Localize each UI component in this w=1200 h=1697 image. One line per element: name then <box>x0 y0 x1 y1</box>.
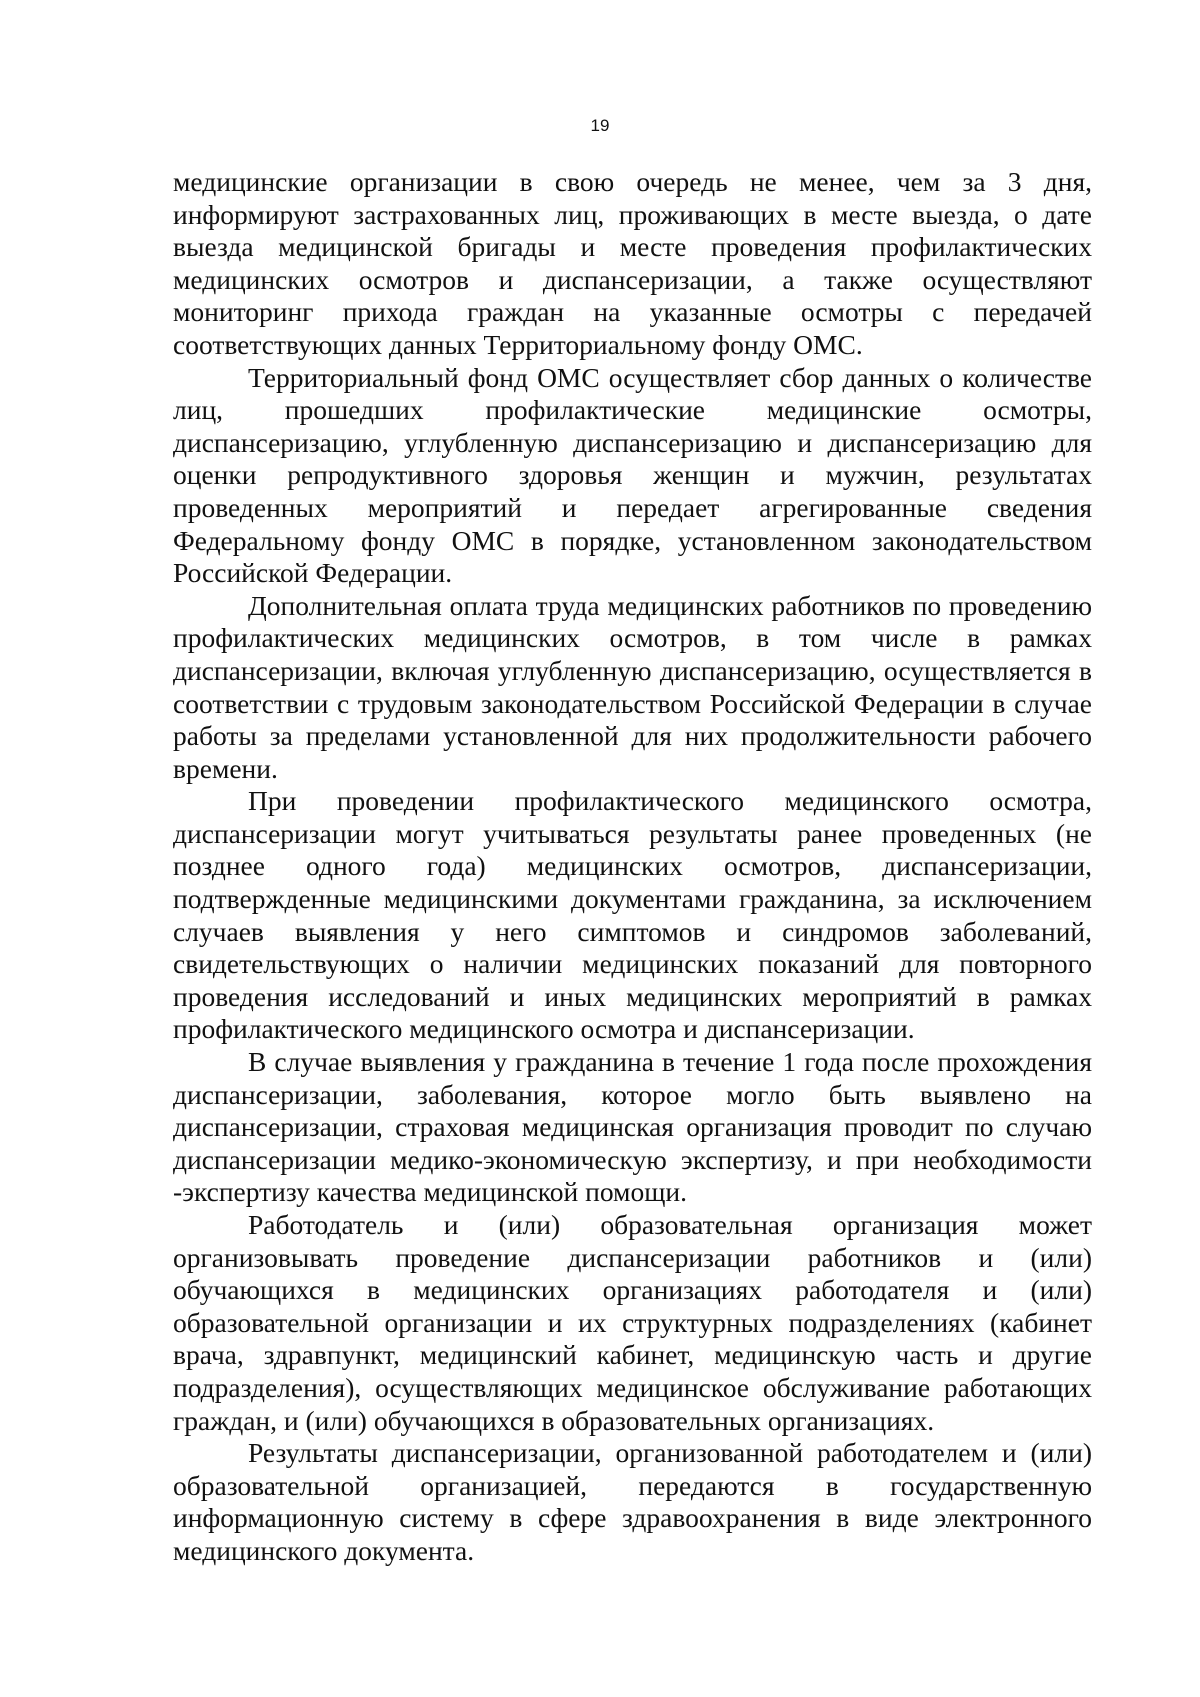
paragraph-prior-results: При проведении профилактического медицинского осмотра, диспансеризации могут учитываться результаты ранее проведенных (не позднее одного года) медицинских осмотров, диспансеризации, подтвержденные медицинскими документами гражданина, за исключением случаев выявления у него симптомов и синдромов заболеваний, свидетельствующих о наличии медицинских показаний для повторного проведения исследований и иных медицинских мероприятий в рамках профилактического медицинского осмотра и диспансеризации. <box>173 785 1092 1045</box>
page-number: 19 <box>590 116 610 135</box>
paragraph-employer-organization: Работодатель и (или) образовательная организация может организовывать проведение диспансеризации работников и (или) обучающихся в медицинских организациях работодателя и (или) образовательной организации и их структурных подразделениях (кабинет врача, здравпункт, медицинский кабинет, медицинскую часть и другие подразделения), осуществляющих медицинское обслуживание работающих граждан, и (или) обучающихся в образовательных организациях. <box>173 1209 1092 1436</box>
paragraph-continuation: медицинские организации в свою очередь не менее, чем за 3 дня, информируют застрахованных лиц, проживающих в месте выезда, о дате выезда медицинской бригады и месте проведения профилактических медицинских осмотров и диспансеризации, а также осуществляют мониторинг прихода граждан на указанные осмотры с передачей соответствующих данных Территориальному фонду ОМС. <box>173 166 1092 360</box>
paragraph-territorial-fund-data: Территориальный фонд ОМС осуществляет сбор данных о количестве лиц, прошедших профилактические медицинские осмотры, диспансеризацию, углубленную диспансеризацию и диспансеризацию для оценки репродуктивного здоровья женщин и мужчин, результатах проведенных мероприятий и передает агрегированные сведения Федеральному фонду ОМС в порядке, установленном законодательством Российской Федерации. <box>173 361 1092 589</box>
paragraph-additional-pay: Дополнительная оплата труда медицинских работников по проведению профилактических медицинских осмотров, в том числе в рамках диспансеризации, включая углубленную диспансеризацию, осуществляется в соответствии с трудовым законодательством Российской Федерации в случае работы за пределами установленной для них продолжительности рабочего времени. <box>173 589 1092 784</box>
paragraph-results-transfer: Результаты диспансеризации, организованной работодателем и (или) образовательной организацией, передаются в государственную информационную систему в сфере здравоохранения в виде электронного медицинского документа. <box>173 1437 1092 1566</box>
document-body <box>173 166 1092 1568</box>
paragraph-disease-detection: В случае выявления у гражданина в течение 1 года после прохождения диспансеризации, заболевания, которое могло быть выявлено на диспансеризации, страховая медицинская организация проводит по случаю диспансеризации медико-экономическую экспертизу, и при необходимости -экспертизу качества медицинской помощи. <box>173 1046 1092 1208</box>
